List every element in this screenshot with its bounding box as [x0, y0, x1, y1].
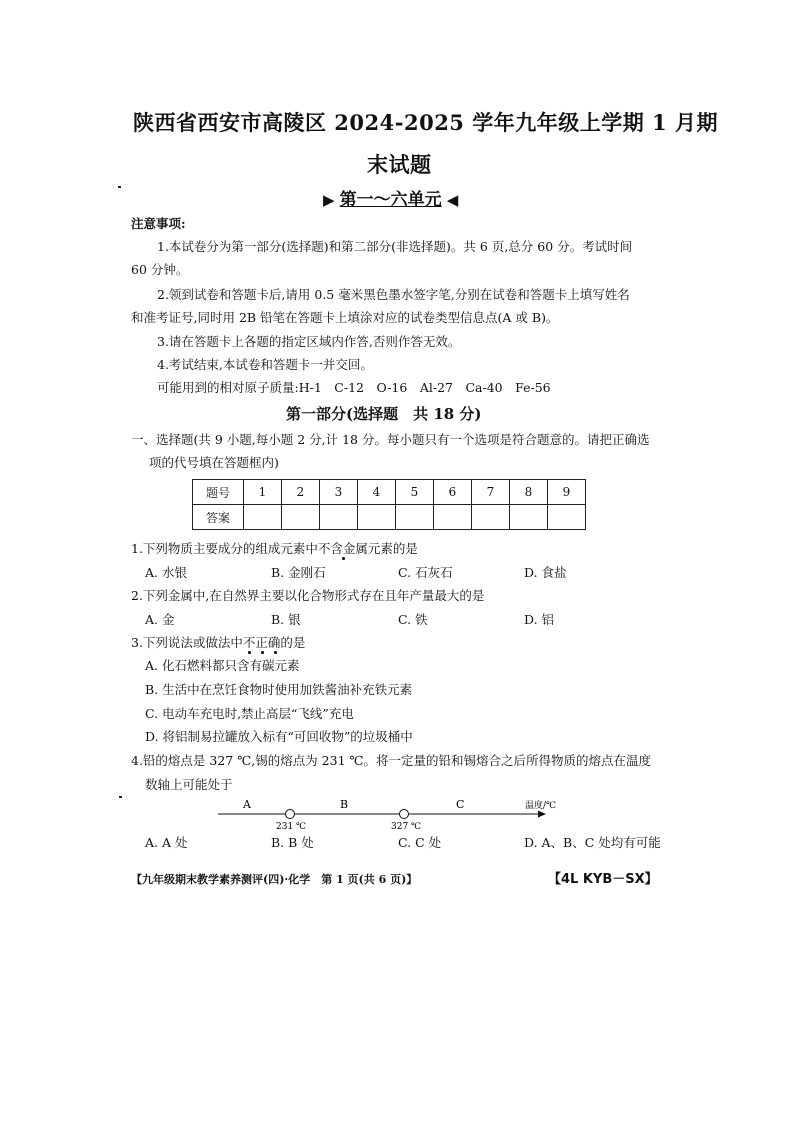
answer-cell[interactable]	[282, 505, 320, 530]
question-2-stem: 2.下列金属中,在自然界主要以化合物形式存在且年产量最大的是	[131, 588, 485, 603]
notice-item-2-line-1: 2.领到试卷和答题卡后,请用 0.5 毫米黑色墨水签字笔,分别在试卷和答题卡上填写姓名	[157, 287, 630, 302]
notice-item-4: 4.考试结束,本试卷和答题卡一并交回。	[157, 357, 373, 372]
table-number-cell: 6	[434, 480, 472, 505]
footer-paper-code: 【4L KYB－SX】	[548, 872, 658, 887]
answer-table-answer-row	[193, 505, 586, 530]
footer-page-info: 【九年级期末教学素养测评(四)·化学 第 1 页(共 6 页)】	[131, 873, 418, 886]
answer-cell[interactable]	[396, 505, 434, 530]
answer-cell[interactable]	[320, 505, 358, 530]
table-number-cell: 5	[396, 480, 434, 505]
question-1-option-a: A. 水银	[145, 565, 187, 580]
part-1-instruction-line-1: 一、选择题(共 9 小题,每小题 2 分,计 18 分。每小题只有一个选项是符合题意的。请把正确选	[131, 432, 650, 447]
emphasis-dot	[342, 557, 345, 560]
arrow-head-icon	[538, 811, 546, 818]
question-2-option-b: B. 银	[271, 612, 301, 627]
question-3-option-a: A. 化石燃料都只含有碳元素	[145, 658, 300, 673]
answer-cell[interactable]	[472, 505, 510, 530]
emphasis-dot	[261, 651, 264, 654]
triangle-left-icon: ◀	[446, 191, 459, 209]
answer-cell[interactable]	[548, 505, 586, 530]
question-4-option-c: C. C 处	[398, 835, 442, 850]
atomic-masses: 可能用到的相对原子质量:H-1 C-12 O-16 Al-27 Ca-40 Fe-56	[157, 380, 551, 395]
temperature-number-line	[210, 796, 570, 836]
scan-mark	[118, 186, 121, 188]
table-number-cell: 3	[320, 480, 358, 505]
question-4-stem-line-2: 数轴上可能处于	[145, 777, 233, 792]
region-label-c: C	[456, 798, 465, 811]
question-2-option-a: A. 金	[145, 612, 175, 627]
question-1-option-b: B. 金刚石	[271, 565, 326, 580]
emphasis-dot	[248, 651, 251, 654]
table-number-cell: 2	[282, 480, 320, 505]
answer-cell[interactable]	[510, 505, 548, 530]
table-number-cell: 4	[358, 480, 396, 505]
question-1-option-c: C. 石灰石	[398, 565, 453, 580]
table-number-cell: 9	[548, 480, 586, 505]
question-3-stem: 3.下列说法或做法中不正确的是	[131, 635, 306, 650]
part-1-heading: 第一部分(选择题 共 18 分)	[286, 405, 482, 423]
notice-item-3: 3.请在答题卡上各题的指定区域内作答,否则作答无效。	[157, 334, 461, 349]
axis-label: 温度/℃	[525, 801, 557, 811]
table-number-cell: 7	[472, 480, 510, 505]
triangle-right-icon: ▶	[323, 191, 335, 209]
table-header-cell: 答案	[193, 505, 244, 530]
notice-item-2-line-2: 和准考证号,同时用 2B 铅笔在答题卡上填涂对应的试卷类型信息点(A 或 B)。	[131, 310, 559, 325]
question-4-option-b: B. B 处	[271, 835, 314, 850]
answer-cell[interactable]	[434, 505, 472, 530]
scan-mark	[119, 796, 122, 798]
question-4-stem-line-1: 4.铅的熔点是 327 ℃,锡的熔点为 231 ℃。将一定量的铅和锡熔合之后所得物质的熔点在温度	[131, 753, 651, 768]
region-label-b: B	[340, 798, 349, 811]
question-3-option-b: B. 生活中在烹饪食物时使用加铁酱油补充铁元素	[145, 682, 413, 697]
notice-heading: 注意事项:	[131, 216, 186, 231]
question-1-option-d: D. 食盐	[524, 565, 567, 580]
table-number-cell: 8	[510, 480, 548, 505]
question-2-option-c: C. 铁	[398, 612, 428, 627]
unit-title: 第一～六单元	[339, 190, 442, 210]
answer-table-number-row	[193, 480, 586, 505]
answer-cell[interactable]	[244, 505, 282, 530]
page-title-line-2: 末试题	[367, 152, 432, 177]
notice-item-1-line-2: 60 分钟。	[131, 262, 189, 277]
question-3-option-c: C. 电动车充电时,禁止高层“飞线”充电	[145, 706, 354, 721]
unit-banner	[323, 185, 458, 210]
tick-label-231: 231 ℃	[276, 822, 307, 832]
question-4-option-d: D. A、B、C 处均有可能	[524, 835, 661, 850]
part-1-instruction-line-2: 项的代号填在答题框内)	[149, 455, 279, 470]
open-circle-marker	[286, 810, 295, 819]
question-1-stem: 1.下列物质主要成分的组成元素中不含金属元素的是	[131, 541, 418, 556]
tick-label-327: 327 ℃	[391, 822, 422, 832]
answer-cell[interactable]	[358, 505, 396, 530]
region-label-a: A	[243, 798, 251, 811]
page-title-line-1: 陕西省西安市高陵区 2024-2025 学年九年级上学期 1 月期	[133, 110, 718, 135]
answer-table	[192, 479, 586, 530]
notice-item-1-line-1: 1.本试卷分为第一部分(选择题)和第二部分(非选择题)。共 6 页,总分 60 分。考试时间	[157, 239, 633, 254]
open-circle-marker	[400, 810, 409, 819]
question-3-option-d: D. 将铝制易拉罐放入标有“可回收物”的垃圾桶中	[145, 729, 413, 744]
table-header-cell: 题号	[193, 480, 244, 505]
question-2-option-d: D. 铝	[524, 612, 555, 627]
question-4-option-a: A. A 处	[145, 835, 188, 850]
emphasis-dot	[274, 651, 277, 654]
table-number-cell: 1	[244, 480, 282, 505]
